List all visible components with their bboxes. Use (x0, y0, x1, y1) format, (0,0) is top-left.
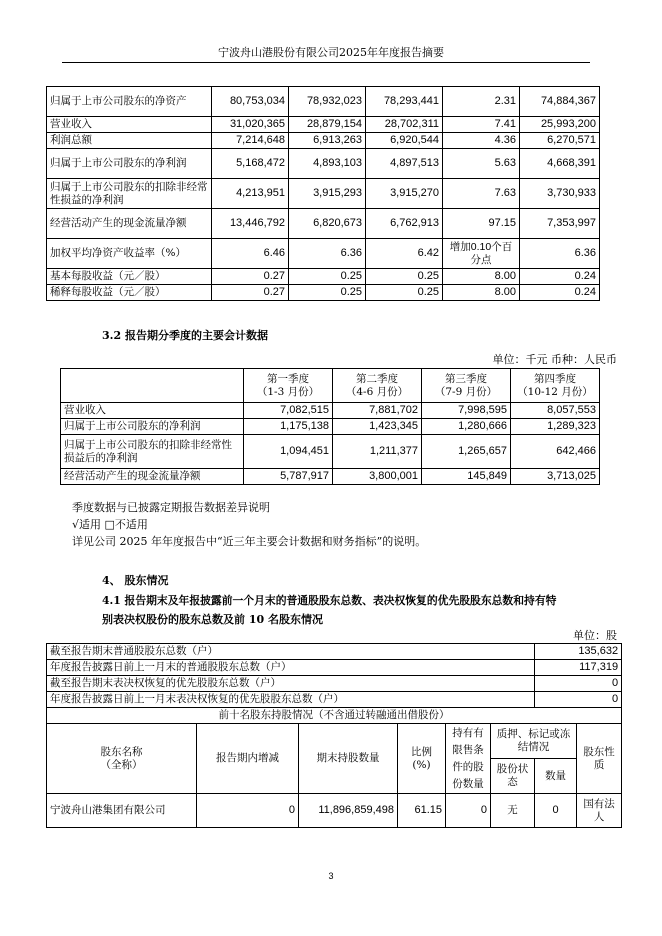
cell-value: 1,094,451 (244, 435, 333, 469)
row-label: 营业收入 (61, 403, 244, 419)
cell-value: 6,270,571 (520, 133, 600, 149)
cell-value: 1,280,666 (422, 419, 511, 435)
col-header-pledge-qty: 数量 (535, 759, 577, 794)
cell-value: 0.25 (289, 269, 366, 285)
col-header-restricted: 持有有限售条件的股份数量 (446, 724, 491, 794)
col-header-ratio-line2: (%) (412, 758, 431, 771)
cell-value: 74,884,367 (520, 87, 600, 117)
shareholder-table (46, 643, 622, 828)
holder-restricted: 0 (446, 794, 491, 828)
applicable-checkbox-note: √适用 □不适用 (72, 518, 148, 531)
cell-value: 1,265,657 (422, 435, 511, 469)
summary-label: 年度报告披露日前上一月末的普通股股东总数（户） (47, 660, 535, 676)
summary-value: 0 (535, 676, 622, 692)
holder-name: 宁波舟山港集团有限公司 (47, 794, 197, 828)
cell-value: 2.31 (443, 87, 520, 117)
cell-value: 28,702,311 (366, 117, 443, 133)
quarter-header-title: 第一季度 (267, 372, 309, 385)
table-row (61, 435, 600, 469)
table-row (47, 285, 600, 301)
row-label: 归属于上市公司股东的净利润 (47, 149, 212, 179)
row-label: 基本每股收益（元／股） (47, 269, 212, 285)
summary-label: 截至报告期末普通股股东总数（户） (47, 644, 535, 660)
cell-value: 6.36 (520, 239, 600, 269)
top10-caption: 前十名股东持股情况（不含通过转融通出借股份） (47, 708, 622, 724)
quarter-header (333, 369, 422, 403)
header-divider (62, 62, 590, 63)
summary-row (47, 644, 622, 660)
cell-value: 642,466 (511, 435, 600, 469)
cell-value: 7,082,515 (244, 403, 333, 419)
table-row (61, 403, 600, 419)
cell-value: 5.63 (443, 149, 520, 179)
cell-value: 1,289,323 (511, 419, 600, 435)
cell-value: 7,998,595 (422, 403, 511, 419)
cell-value: 4,893,103 (289, 149, 366, 179)
row-label: 归属于上市公司股东的净利润 (61, 419, 244, 435)
quarterly-data-table (60, 368, 600, 485)
cell-value: 0.27 (212, 285, 289, 301)
summary-label: 截至报告期末表决权恢复的优先股股东总数（户） (47, 676, 535, 692)
cell-value: 0.24 (520, 269, 600, 285)
cell-value: 31,020,365 (212, 117, 289, 133)
cell-value: 8.00 (443, 269, 520, 285)
summary-row (47, 660, 622, 676)
row-label: 归属于上市公司股东的扣除非经常性损益后的净利润 (61, 435, 244, 469)
table-row (47, 794, 622, 828)
row-label: 经营活动产生的现金流量净额 (61, 469, 244, 485)
table-row (61, 469, 600, 485)
quarter-header (422, 369, 511, 403)
quarter-header (511, 369, 600, 403)
col-header-change: 报告期内增减 (197, 724, 299, 794)
cell-value: 增加0.10个百分点 (443, 239, 520, 269)
col-header-pledge-status: 股份状态 (491, 759, 535, 794)
cell-value: 3,800,001 (333, 469, 422, 485)
quarter-header-title: 第四季度 (534, 372, 576, 385)
page-number: 3 (328, 871, 334, 881)
col-header-ratio-line1: 比例 (411, 745, 432, 758)
col-header-ratio (398, 724, 446, 794)
cell-value: 6,762,913 (366, 209, 443, 239)
table-header-row (61, 369, 600, 403)
summary-value: 117,319 (535, 660, 622, 676)
quarter-header-title: 第二季度 (356, 372, 398, 385)
quarter-header-months: （1-3 月份） (256, 385, 320, 398)
cell-value: 3,713,025 (511, 469, 600, 485)
row-label: 归属于上市公司股东的净资产 (47, 87, 212, 117)
quarterly-detail-note: 详见公司 2025 年年度报告中“近三年主要会计数据和财务指标”的说明。 (72, 535, 427, 548)
cell-value: 4,213,951 (212, 179, 289, 209)
section-3-2-heading: 3.2 报告期分季度的主要会计数据 (102, 329, 268, 342)
col-header-nature: 股东性质 (577, 724, 622, 794)
summary-value: 135,632 (535, 644, 622, 660)
cell-value: 7.41 (443, 117, 520, 133)
cell-value: 13,446,792 (212, 209, 289, 239)
table-row (47, 269, 600, 285)
cell-value: 1,423,345 (333, 419, 422, 435)
header-blank-cell (61, 369, 244, 403)
holder-shares: 11,896,859,498 (299, 794, 398, 828)
quarter-header-months: （4-6 月份） (345, 385, 409, 398)
cell-value: 4.36 (443, 133, 520, 149)
quarter-header-months: （7-9 月份） (434, 385, 498, 398)
col-header-name-line2: （全称） (100, 758, 143, 771)
cell-value: 6.42 (366, 239, 443, 269)
holder-pledge-status: 无 (491, 794, 535, 828)
holder-change: 0 (197, 794, 299, 828)
cell-value: 3,915,270 (366, 179, 443, 209)
cell-value: 1,175,138 (244, 419, 333, 435)
row-label: 加权平均净资产收益率（%） (47, 239, 212, 269)
table-row (47, 133, 600, 149)
section-4-heading: 4、 股东情况 (102, 574, 169, 587)
cell-value: 8,057,553 (511, 403, 600, 419)
cell-value: 6.36 (289, 239, 366, 269)
table-row (47, 179, 600, 209)
cell-value: 80,753,034 (212, 87, 289, 117)
quarter-header-months: （10-12 月份） (517, 385, 593, 398)
holder-nature: 国有法人 (577, 794, 622, 828)
quarter-header (244, 369, 333, 403)
row-label: 利润总额 (47, 133, 212, 149)
col-header-name-line1: 股东名称 (100, 745, 143, 758)
cell-value: 6,820,673 (289, 209, 366, 239)
quarterly-diff-note: 季度数据与已披露定期报告数据差异说明 (72, 501, 270, 514)
cell-value: 3,915,293 (289, 179, 366, 209)
cell-value: 0.25 (366, 269, 443, 285)
cell-value: 25,993,200 (520, 117, 600, 133)
cell-value: 0.24 (520, 285, 600, 301)
document-header: 宁波舟山港股份有限公司2025年年度报告摘要 (218, 46, 444, 59)
holder-ratio: 61.15 (398, 794, 446, 828)
annual-data-table (46, 86, 600, 301)
cell-value: 4,897,513 (366, 149, 443, 179)
col-header-name (47, 724, 197, 794)
cell-value: 5,787,917 (244, 469, 333, 485)
table-row (61, 419, 600, 435)
cell-value: 6.46 (212, 239, 289, 269)
cell-value: 0.25 (366, 285, 443, 301)
cell-value: 28,879,154 (289, 117, 366, 133)
cell-value: 0.25 (289, 285, 366, 301)
cell-value: 7.63 (443, 179, 520, 209)
summary-value: 0 (535, 692, 622, 708)
summary-row (47, 692, 622, 708)
section-4-1-heading-line1: 4.1 报告期末及年报披露前一个月末的普通股股东总数、表决权恢复的优先股股东总数和持有特 (102, 594, 557, 607)
quarter-header-title: 第三季度 (445, 372, 487, 385)
table-row (47, 149, 600, 179)
summary-label: 年度报告披露日前上一月末表决权恢复的优先股股东总数（户） (47, 692, 535, 708)
cell-value: 7,214,648 (212, 133, 289, 149)
col-header-pledge: 质押、标记或冻结情况 (491, 724, 577, 759)
cell-value: 1,211,377 (333, 435, 422, 469)
cell-value: 4,668,391 (520, 149, 600, 179)
table-row (47, 239, 600, 269)
section-3-2-unit: 单位：千元 币种：人民币 (492, 353, 617, 366)
col-header-shares: 期末持股数量 (299, 724, 398, 794)
cell-value: 78,932,023 (289, 87, 366, 117)
section-4-1-heading-line2: 别表决权股份的股东总数及前 10 名股东情况 (102, 613, 323, 626)
cell-value: 8.00 (443, 285, 520, 301)
holder-pledge-qty: 0 (535, 794, 577, 828)
cell-value: 6,920,544 (366, 133, 443, 149)
row-label: 稀释每股收益（元／股） (47, 285, 212, 301)
section-4-unit: 单位：股 (573, 629, 617, 642)
table-row (47, 117, 600, 133)
cell-value: 0.27 (212, 269, 289, 285)
cell-value: 3,730,933 (520, 179, 600, 209)
cell-value: 6,913,263 (289, 133, 366, 149)
cell-value: 7,881,702 (333, 403, 422, 419)
row-label: 经营活动产生的现金流量净额 (47, 209, 212, 239)
cell-value: 7,353,997 (520, 209, 600, 239)
row-label: 归属于上市公司股东的扣除非经常性损益的净利润 (47, 179, 212, 209)
cell-value: 78,293,441 (366, 87, 443, 117)
table-row (47, 209, 600, 239)
table-row (47, 87, 600, 117)
cell-value: 145,849 (422, 469, 511, 485)
row-label: 营业收入 (47, 117, 212, 133)
cell-value: 97.15 (443, 209, 520, 239)
summary-row (47, 676, 622, 692)
cell-value: 5,168,472 (212, 149, 289, 179)
